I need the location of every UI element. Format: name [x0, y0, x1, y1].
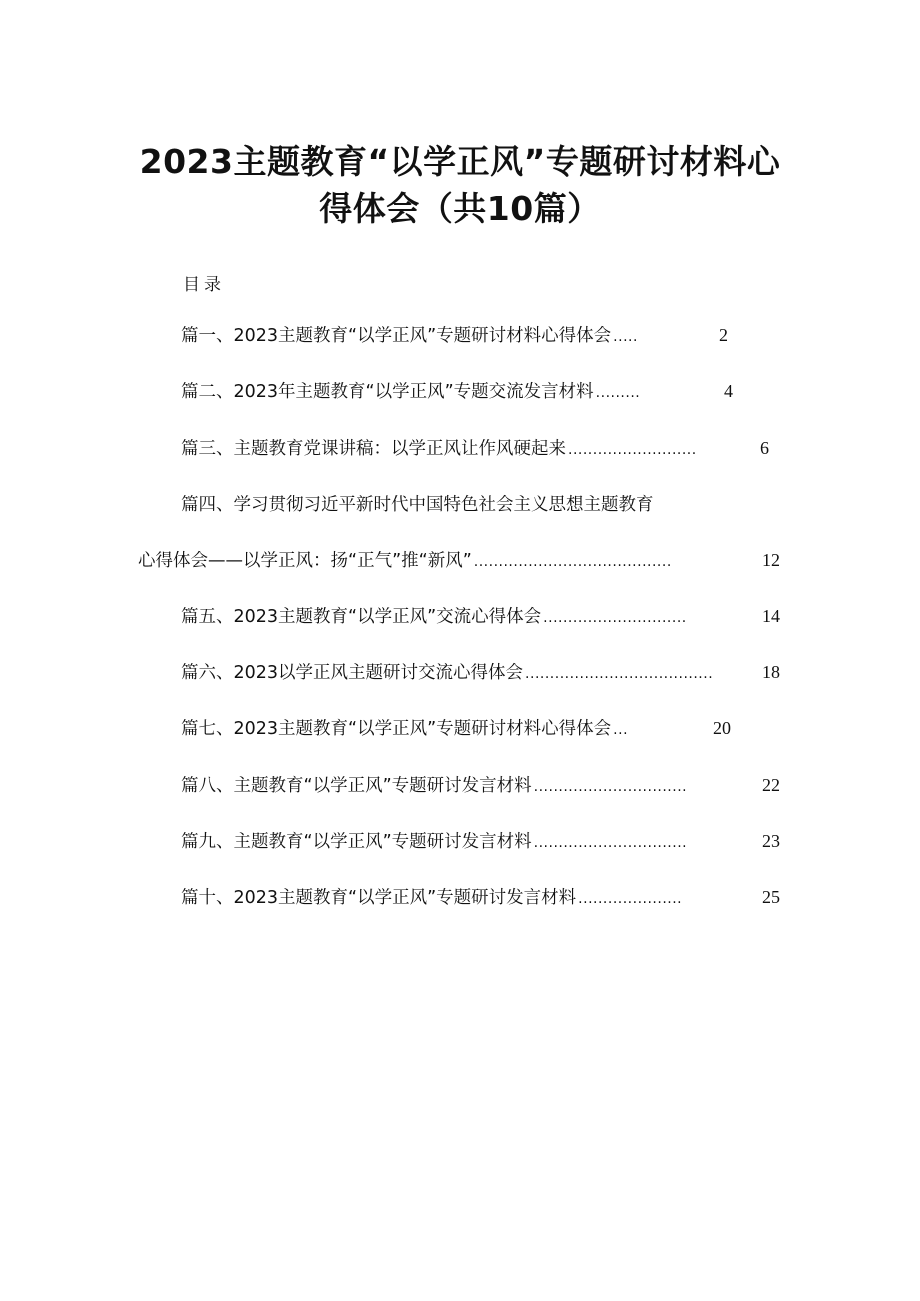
toc-entry-text: 篇九、主题教育“以学正风”专题研讨发言材料 [181, 832, 532, 852]
toc-entry-text: 篇五、2023主题教育“以学正风”交流心得体会 [181, 607, 542, 627]
toc-page-number: 23 [762, 831, 780, 851]
toc-dot-leader: ......... [595, 385, 641, 401]
document-title [100, 138, 820, 232]
toc-entry-text: 心得体会——以学正风：扬“正气”推“新风” [138, 551, 472, 571]
toc-entry-text: 篇七、2023主题教育“以学正风”专题研讨材料心得体会 [181, 719, 612, 739]
toc-entry-4-line-1[interactable]: 篇四、学习贯彻习近平新时代中国特色社会主义思想主题教育 [181, 495, 654, 515]
toc-page-number: 14 [762, 606, 780, 626]
toc-page-number: 2 [719, 325, 728, 345]
title-line-1: 2023主题教育“以学正风”专题研讨材料心 [139, 142, 781, 181]
toc-entry-text: 篇一、2023主题教育“以学正风”专题研讨材料心得体会 [181, 326, 612, 346]
toc-entry-4[interactable] [138, 545, 780, 575]
toc-page-number: 20 [713, 718, 731, 738]
toc-page-number: 18 [762, 662, 780, 682]
toc-entry-text: 篇十、2023主题教育“以学正风”专题研讨发言材料 [181, 888, 577, 908]
toc-entry-text: 篇六、2023以学正风主题研讨交流心得体会 [181, 663, 524, 683]
toc-dot-leader: ..... [613, 329, 638, 345]
toc-heading: 目录 [183, 275, 225, 295]
toc-dot-leader: ... [613, 722, 629, 738]
toc-entry-text: 篇二、2023年主题教育“以学正风”专题交流发言材料 [181, 382, 594, 402]
toc-entry-6[interactable] [181, 657, 780, 687]
toc-dot-leader: ............................... [533, 835, 688, 851]
toc-page-number: 6 [760, 438, 769, 458]
title-line-2: 得体会（共10篇） [319, 189, 601, 228]
toc-entry-8[interactable] [181, 770, 780, 800]
toc-entry-text: 篇八、主题教育“以学正风”专题研讨发言材料 [181, 776, 532, 796]
toc-entry-2[interactable] [181, 376, 733, 406]
toc-dot-leader: .......................... [568, 442, 697, 458]
toc-dot-leader: ............................. [543, 610, 687, 626]
toc-dot-leader: ..................... [578, 891, 683, 907]
toc-dot-leader: ........................................ [473, 554, 672, 570]
toc-page-number: 22 [762, 775, 780, 795]
toc-entry-1[interactable] [181, 320, 728, 350]
toc-dot-leader: ...................................... [525, 666, 714, 682]
toc-entry-text: 篇三、主题教育党课讲稿：以学正风让作风硬起来 [181, 439, 566, 459]
toc-entry-3[interactable] [181, 433, 769, 463]
toc-page-number: 25 [762, 887, 780, 907]
toc-entry-7[interactable] [181, 713, 731, 743]
toc-entry-9[interactable] [181, 826, 780, 856]
toc-entry-5[interactable] [181, 601, 780, 631]
toc-page-number: 4 [724, 381, 733, 401]
toc-page-number: 12 [762, 550, 780, 570]
toc-entry-10[interactable] [181, 882, 780, 912]
toc-dot-leader: ............................... [533, 779, 688, 795]
